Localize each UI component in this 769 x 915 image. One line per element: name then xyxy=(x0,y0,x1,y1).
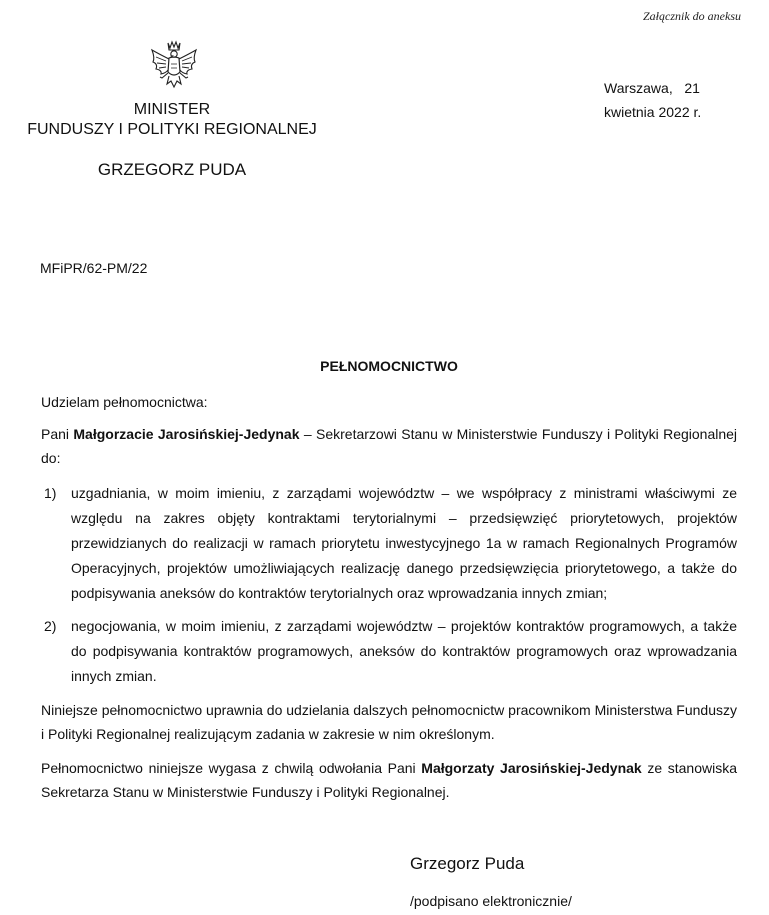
signature-name: Grzegorz Puda xyxy=(410,854,525,873)
expiry-name: Małgorzaty Jarosińskiej-Jedynak xyxy=(421,760,642,776)
grantee-suffix: – Sekretarzowi Stanu w Ministerstwie Funduszy i Polityki Regionalnej do: xyxy=(41,426,738,466)
document-title: PEŁNOMOCNICTWO xyxy=(320,358,458,374)
reference-number: MFiPR/62-PM/22 xyxy=(40,260,148,276)
grantee-prefix: Pani xyxy=(41,426,70,442)
grantee-paragraph xyxy=(41,422,737,470)
minister-title: MINISTER xyxy=(133,101,211,118)
expiry-suffix: ze stanowiska Sekretarza Stanu w Ministerstwie Funduszy i Polityki Regionalnej. xyxy=(41,760,738,800)
delegation-paragraph: Niniejsze pełnomocnictwo uprawnia do udzielania dalszych pełnomocnictw pracownikom Ministerstwa Funduszy i Polityki Regionalnej realizującym zadania w zakresie w nim określonym. xyxy=(41,702,737,742)
list-item-1-number: 1) xyxy=(44,485,57,501)
ministry-name: FUNDUSZY I POLITYKI REGIONALNEJ xyxy=(27,121,317,138)
intro-paragraph: Udzielam pełnomocnictwa: xyxy=(41,394,208,410)
list-item-2-text: negocjowania, w moim imieniu, z zarządami województw – projektów kontraktów programowych, a także do podpisywania kontraktów programowych, aneksów do kontraktów programowych oraz wprowadzania innych zmian. xyxy=(71,618,737,684)
date-block xyxy=(604,76,734,124)
date-line-2: kwietnia 2022 r. xyxy=(604,104,702,120)
list-item-1-text: uzgadniania, w moim imieniu, z zarządami województw – we współpracy z ministrami właściwymi ze względu na zakres objęty kontraktami terytorialnymi – przedsięwzięć priorytetowych, projektów przewidzianych do realizacji w ramach priorytetu inwestycyjnego 1a w ramach Regionalnych Programów Operacyjnych, projektów umożliwiających realizację danego przedsięwzięcia priorytetowego, a także do podpisywania aneksów do kontraktów terytorialnych oraz wprowadzania innych zmian; xyxy=(71,485,737,601)
expiry-prefix: Pełnomocnictwo niniejsze wygasa z chwilą odwołania Pani xyxy=(41,760,416,776)
date-line-1: Warszawa, 21 xyxy=(604,80,700,96)
expiry-paragraph xyxy=(41,756,737,804)
annex-note: Załącznik do aneksu xyxy=(643,9,741,23)
ministry-header xyxy=(0,100,344,140)
minister-name: GRZEGORZ PUDA xyxy=(97,160,247,179)
grantee-name: Małgorzacie Jarosińskiej-Jedynak xyxy=(73,426,300,442)
polish-eagle-emblem-icon xyxy=(149,40,199,92)
list-item-2-number: 2) xyxy=(44,618,57,634)
signature-note: /podpisano elektronicznie/ xyxy=(410,893,572,909)
